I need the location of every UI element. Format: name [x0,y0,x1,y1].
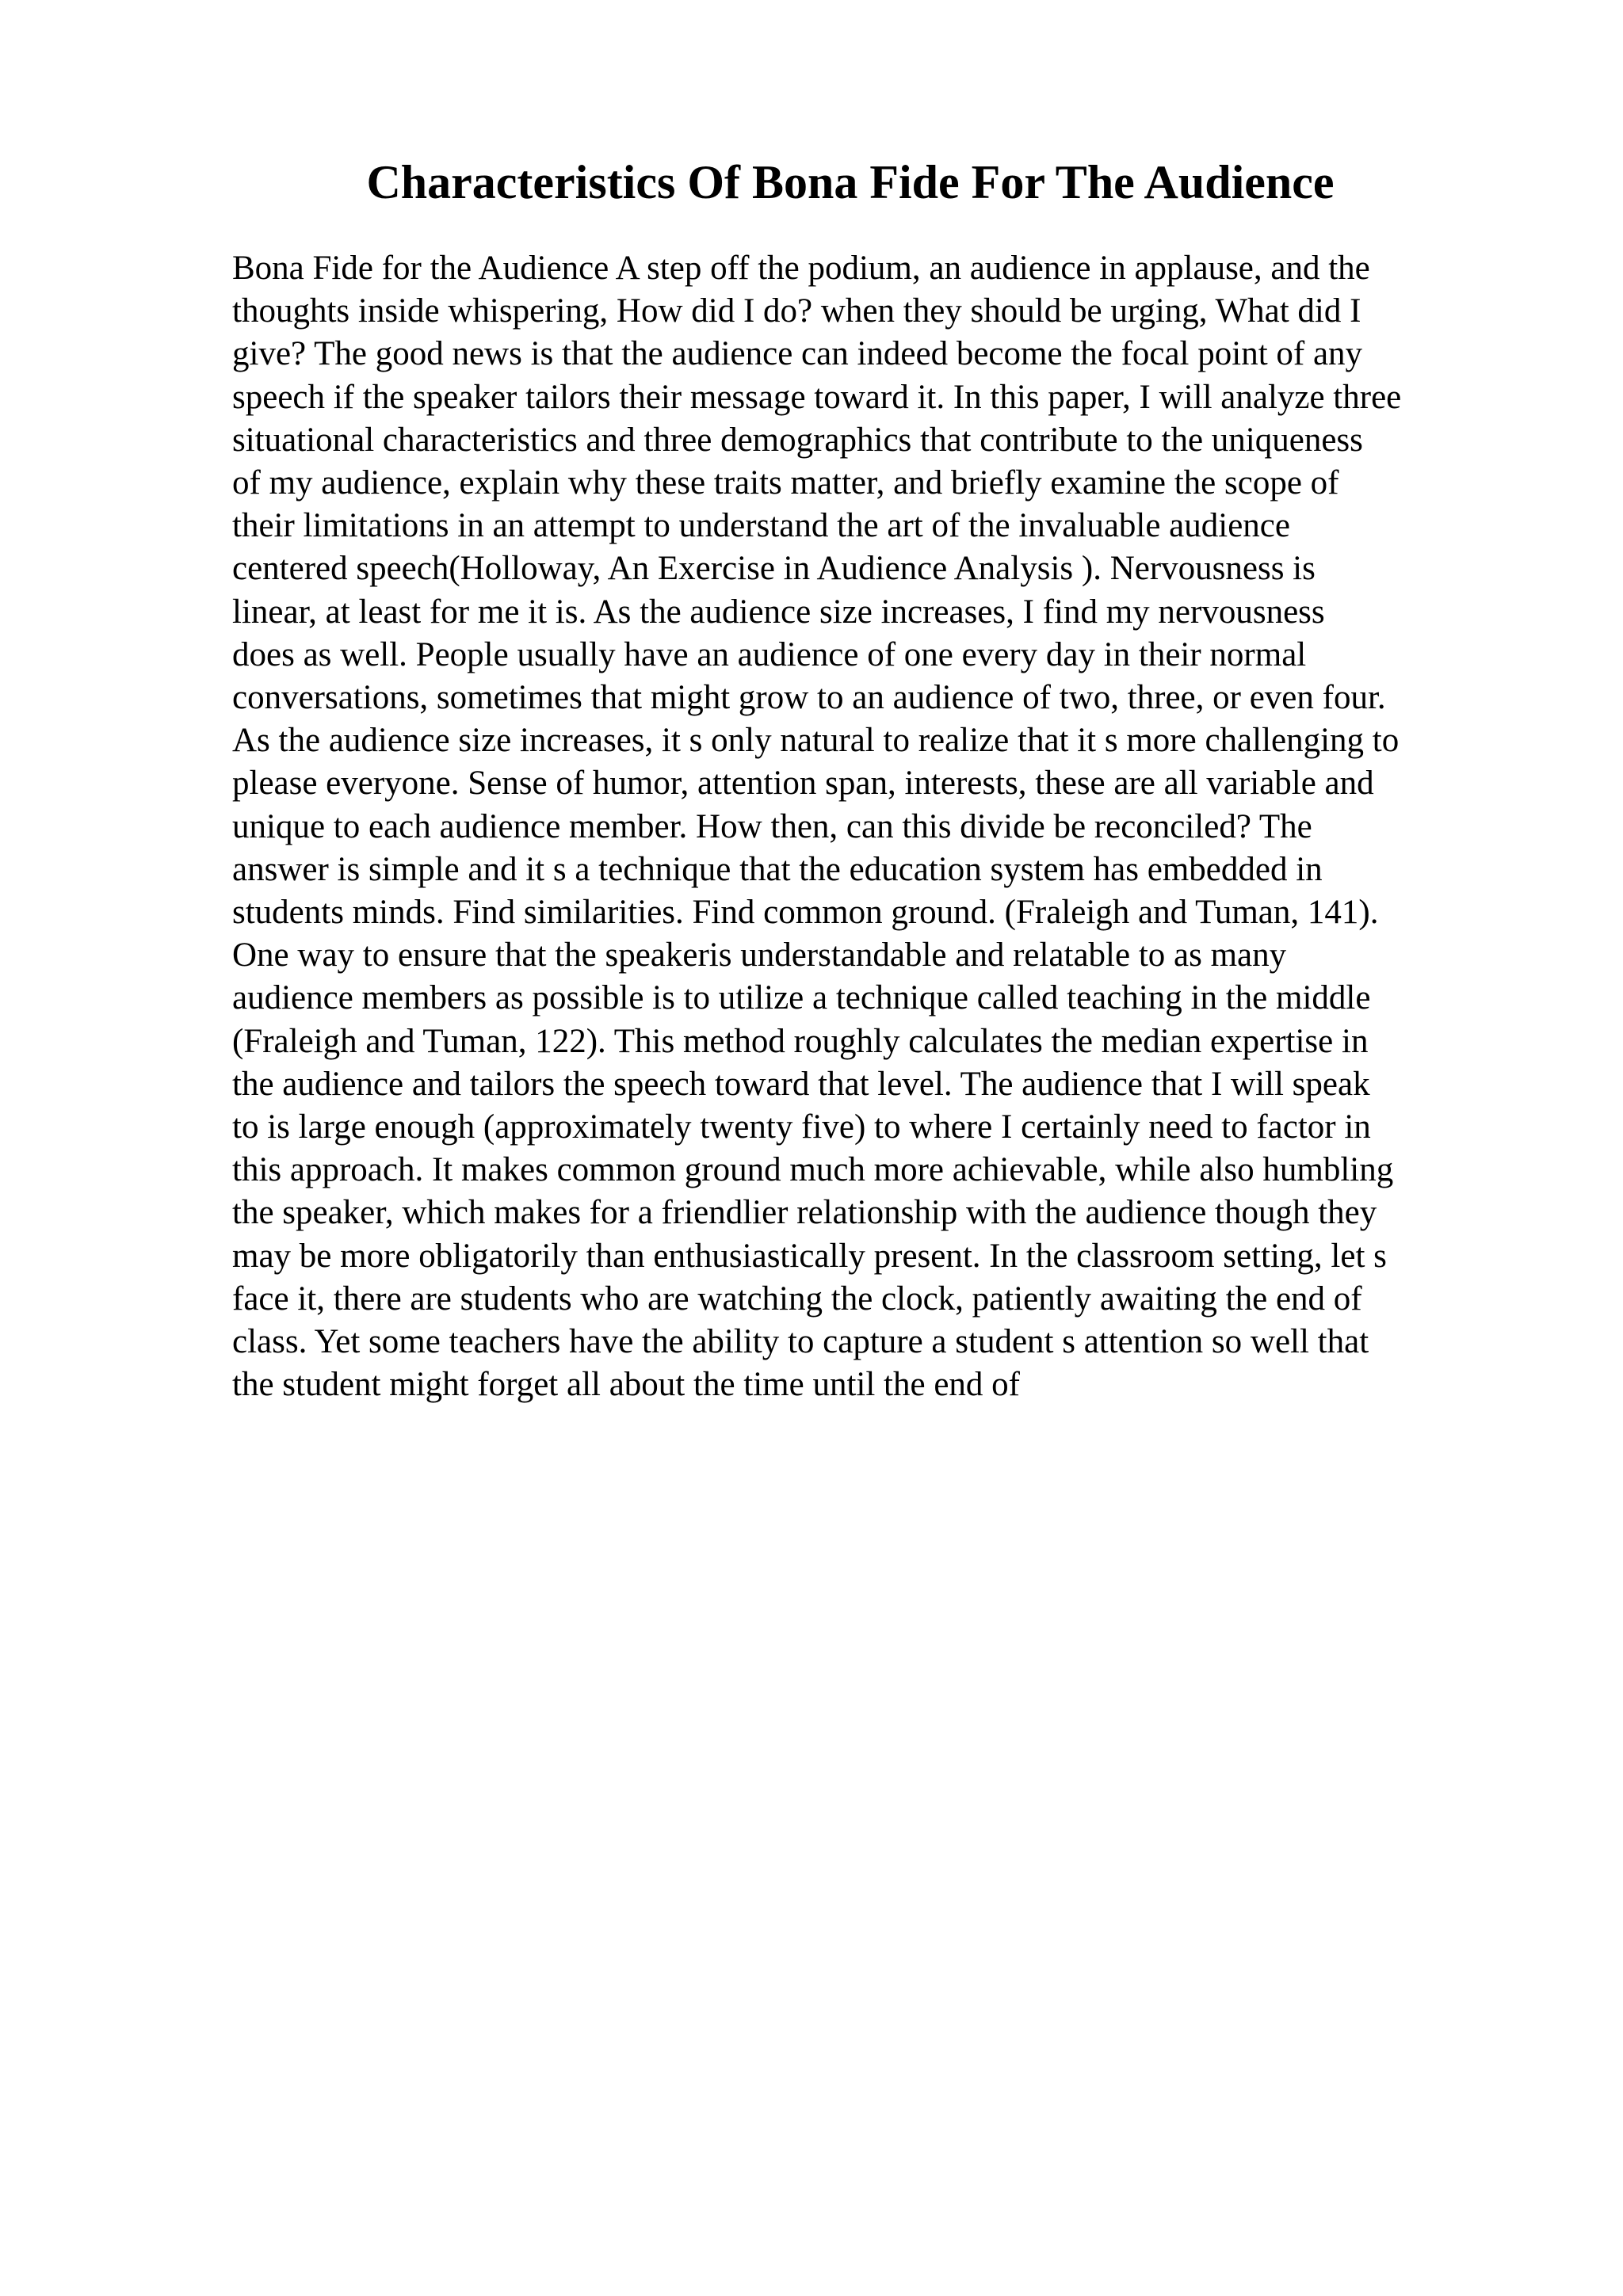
body-line: conversations, sometimes that might grow to an audience of two, three, or even four. [232,679,1386,717]
body-line: speech if the speaker tailors their message toward it. In this paper, I will analyze three [232,378,1402,416]
body-line: please everyone. Sense of humor, attention span, interests, these are all variable and [232,765,1374,803]
body-line: give? The good news is that the audience can indeed become the focal point of any [232,335,1363,373]
body-line: situational characteristics and three demographics that contribute to the uniqueness [232,421,1363,459]
body-line: the audience and tailors the speech toward that level. The audience that I will speak [232,1065,1370,1103]
body-line: answer is simple and it s a technique that the education system has embedded in [232,850,1323,888]
body-line: students minds. Find similarities. Find common ground. (Fraleigh and Tuman, 141). [232,894,1379,932]
document-title: Characteristics Of Bona Fide For The Audience [366,156,1335,208]
body-line: centered speech(Holloway, An Exercise in Audience Analysis ). Nervousness is [232,550,1316,588]
body-line: As the audience size increases, it s only natural to realize that it s more challenging to [232,722,1400,760]
body-line: thoughts inside whispering, How did I do? when they should be urging, What did I [232,292,1361,330]
body-line: does as well. People usually have an audience of one every day in their normal [232,635,1307,673]
body-line: unique to each audience member. How then, can this divide be reconciled? The [232,807,1312,845]
body-line: may be more obligatorily than enthusiastically present. In the classroom setting, let s [232,1237,1387,1275]
body-line: face it, there are students who are watching the clock, patiently awaiting the end of [232,1280,1362,1318]
body-line: One way to ensure that the speakeris understandable and relatable to as many [232,936,1287,974]
body-line: to is large enough (approximately twenty five) to where I certainly need to factor in [232,1108,1371,1146]
body-line: linear, at least for me it is. As the audience size increases, I find my nervousness [232,593,1325,631]
body-line: class. Yet some teachers have the ability to capture a student s attention so well that [232,1323,1369,1361]
body-line: their limitations in an attempt to understand the art of the invaluable audience [232,507,1290,545]
document-body [232,247,1579,1406]
body-line: the student might forget all about the time until the end of [232,1366,1020,1404]
body-line: of my audience, explain why these traits matter, and briefly examine the scope of [232,464,1339,502]
body-line: Bona Fide for the Audience A step off the podium, an audience in applause, and the [232,250,1370,287]
body-line: the speaker, which makes for a friendlier relationship with the audience though they [232,1194,1377,1232]
body-line: audience members as possible is to utilize a technique called teaching in the middle [232,979,1371,1017]
body-line: (Fraleigh and Tuman, 122). This method roughly calculates the median expertise in [232,1022,1369,1060]
body-line: this approach. It makes common ground much more achievable, while also humbling [232,1151,1394,1189]
